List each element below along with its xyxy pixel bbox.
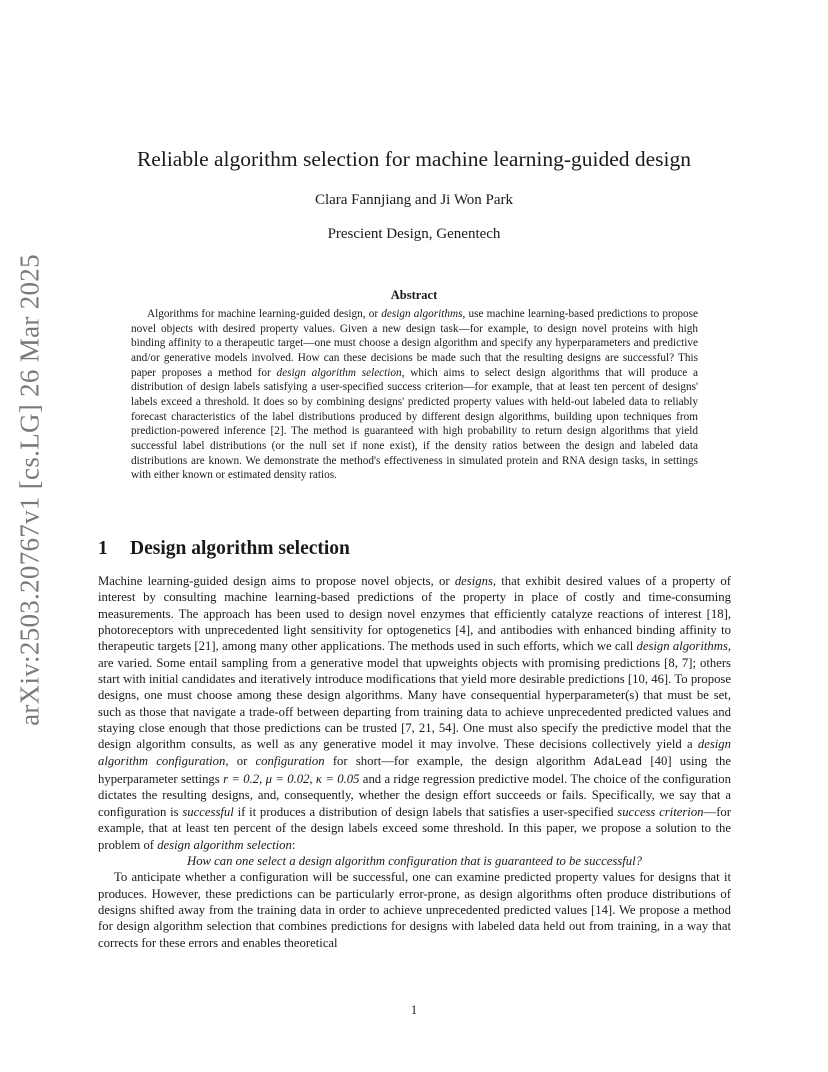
body-text: and a ridge regression predictive model. The choice of the configuration dictates the resulting designs, and, consequently, whether the design effort succeeds or fails. Specifically, we say that a configuration is xyxy=(98,772,731,819)
body-emphasis: design algorithms xyxy=(636,639,728,654)
arxiv-identifier: arXiv:2503.20767v1 [cs.LG] 26 Mar 2025 xyxy=(14,254,45,726)
paper-title: Reliable algorithm selection for machine learning-guided design xyxy=(136,147,692,171)
section-body xyxy=(98,573,731,951)
section-number: 1 xyxy=(98,538,108,559)
body-text: if it produces a distribution of design labels that satisfies a user-specified xyxy=(233,804,618,819)
body-text: , are varied. Some entail sampling from a generative model that upweights objects with promising predictions [8, 7]; others start with initial candidates and iteratively introduce modifications that yield more desirable predictions [10, 46]. To propose designs, one must choose among these design algorithms. Many have consequential hyperparameter(s) that must be set, such as those that navigate a trade-off between departing from training data to achieve unprecedented predicted values and staying close enough that those predictions can be trusted [7, 21, 54]. One must also specify the predictive model that the design algorithm consults, as well as any generative model it may involve. These decisions collectively yield a xyxy=(98,639,731,752)
body-emphasis: successful xyxy=(182,804,234,819)
body-text: : xyxy=(291,837,296,852)
paper-authors: Clara Fannjiang and Ji Won Park xyxy=(314,192,514,208)
body-emphasis: success criterion xyxy=(617,804,704,819)
abstract-body xyxy=(131,307,698,483)
abstract-text: , which aims to select design algorithms that will produce a distribution of design labels satisfying a user-specified success criterion—for example, that at least ten percent of designs' labels exceed a threshold. It does so by combining designs' predicted property values with held-out labeled data to reliably forecast characteristics of the label distributions produced by different design algorithms, building upon techniques from prediction-powered inference [2]. The method is guaranteed with high probability to return design algorithms that yield successful label distributions (or the null set if none exist), if the density ratios between the design and labeled data distributions are known. We demonstrate the method's effectiveness in simulated protein and RNA design tasks, in settings with either known or estimated density ratios. xyxy=(131,366,698,482)
body-text: for short—for example, the design algorithm xyxy=(324,753,594,768)
body-text: , or xyxy=(225,753,256,768)
abstract-emphasis: design algorithms xyxy=(381,308,463,320)
page-number: 1 xyxy=(410,1003,418,1017)
body-emphasis: design algorithm selection xyxy=(157,837,292,852)
body-text: , that exhibit desired values of a property of interest by consulting machine learning-based predictions of the property in place of costly and time-consuming measurements. The approach has been used to design novel enzymes that efficiently catalyze reactions of interest [18], photoreceptors with unprecedented light sensitivity for optogenetics [4], and antibodies with enhanced binding affinity to therapeutic targets [21], among many other applications. The methods used in such efforts, which we call xyxy=(98,574,731,654)
body-emphasis: designs xyxy=(454,574,493,588)
body-text: —for example, that at least ten percent of the design labels exceed some threshold. In this paper, we propose a solution to the problem of xyxy=(98,804,731,852)
abstract-text: Algorithms for machine learning-guided design, or xyxy=(147,308,382,320)
body-emphasis: configuration xyxy=(255,753,325,768)
code-text: AdaLead xyxy=(593,755,643,769)
abstract-heading: Abstract xyxy=(390,288,438,302)
body-emphasis: design algorithm configuration xyxy=(98,737,731,768)
body-text: [40] using the hyperparameter settings xyxy=(98,753,731,787)
math-expression: r = 0.2, μ = 0.02, κ = 0.05 xyxy=(223,772,360,787)
paper-affiliation: Prescient Design, Genentech xyxy=(327,226,501,242)
abstract-emphasis: design algorithm selection xyxy=(276,366,402,379)
section-heading xyxy=(98,538,350,560)
body-text: Machine learning-guided design aims to propose novel objects, or xyxy=(98,574,455,588)
body-paragraph xyxy=(98,573,731,853)
abstract-text: , use machine learning-based predictions to propose novel objects with desired property values. Given a new design task—for example, to design novel proteins with high binding affinity to a therapeutic target—one must choose a design algorithm and specify any hyperparameters and predictive and/or generative models involved. How can these decisions be made such that the resulting designs are successful? This paper proposes a method for xyxy=(131,308,698,379)
section-title: Design algorithm selection xyxy=(130,538,350,559)
research-question: How can one select a design algorithm configuration that is guaranteed to be successful? xyxy=(187,853,642,868)
body-paragraph: To anticipate whether a configuration will be successful, one can examine predicted property values for designs that it produces. However, these predictions can be particularly error-prone, as design algorithms often produce distributions of designs shifted away from the training data in order to achieve unprecedented predicted values [14]. We propose a method for design algorithm selection that combines predictions for designs with labeled data held out from training, in a way that corrects for these errors and enables theoretical xyxy=(98,870,731,950)
